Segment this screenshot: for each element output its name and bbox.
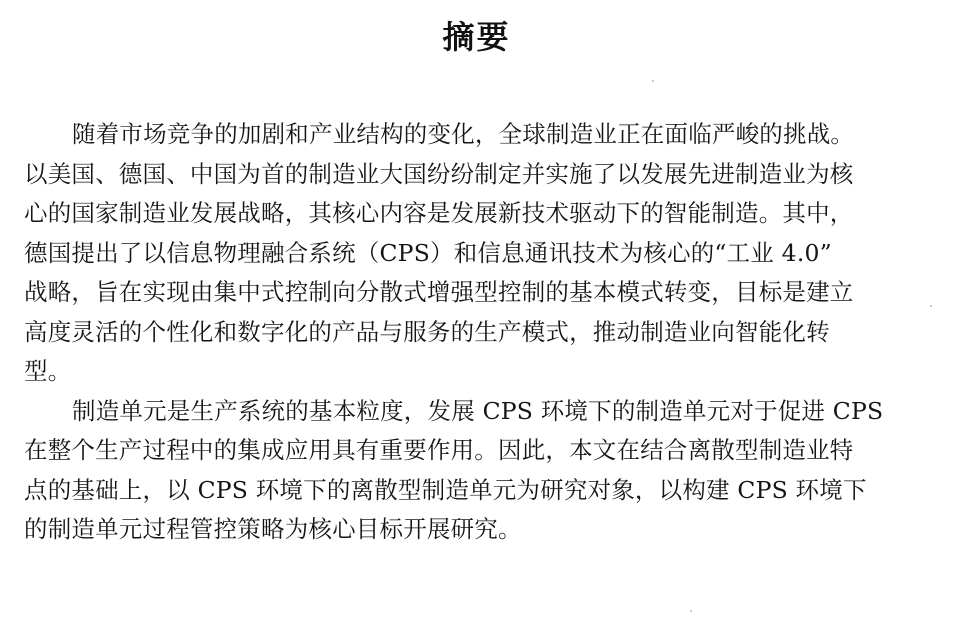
paragraph-2 [24,392,940,550]
text-line: 点的基础上，以 CPS 环境下的离散型制造单元为研究对象，以构建 CPS 环境下 [24,475,867,504]
text-line: 在整个生产过程中的集成应用具有重要作用。因此，本文在结合离散型制造业特 [24,436,854,464]
text-line: 以美国、德国、中国为首的制造业大国纷纷制定并实施了以发展先进制造业为核 [24,159,854,188]
page-title: 摘要 [442,18,511,56]
scan-speck [930,305,932,307]
text-line: 型。 [24,357,72,385]
scan-speck [652,80,654,82]
text-line: 制造单元是生产系统的基本粒度，发展 CPS 环境下的制造单元对于促进 CPS [72,396,884,425]
text-line: 德国提出了以信息物理融合系统（CPS）和信息通讯技术为核心的“工业 4.0” [24,238,832,267]
abstract-body [24,115,940,550]
text-line: 随着市场竞争的加剧和产业结构的变化，全球制造业正在面临严峻的挑战。 [72,120,855,148]
text-line: 的制造单元过程管控策略为核心目标开展研究。 [24,515,522,543]
text-line: 心的国家制造业发展战略，其核心内容是发展新技术驱动下的智能制造。其中， [24,199,854,227]
text-line: 战略，旨在实现由集中式控制向分散式增强型控制的基本模式转变，目标是建立 [24,278,854,306]
scan-speck [690,610,692,612]
paragraph-1 [24,115,940,392]
text-line: 高度灵活的个性化和数字化的产品与服务的生产模式，推动制造业向智能化转 [24,317,830,346]
